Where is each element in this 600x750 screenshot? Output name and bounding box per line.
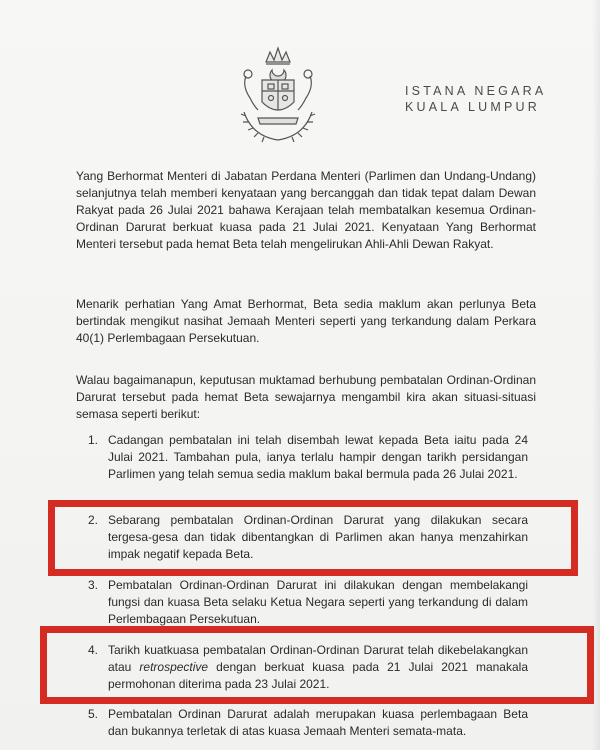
list-item-1 xyxy=(88,432,528,483)
royal-crest-icon xyxy=(232,40,324,148)
list-item-5 xyxy=(88,706,528,740)
list-number: 5. xyxy=(88,707,99,721)
letterhead-line-2: KUALA LUMPUR xyxy=(405,100,540,114)
list-number: 3. xyxy=(88,578,99,592)
list-number: 2. xyxy=(88,513,99,527)
paragraph-3: Walau bagaimanapun, keputusan muktamad berhubung pembatalan Ordinan-Ordinan Darurat tersebut pada hemat Beta sewajarnya mengambil kira akan situasi-situasi semasa seperti berikut: xyxy=(76,373,536,421)
list-text: Cadangan pembatalan ini telah disembah lewat kepada Beta iaitu pada 24 Julai 2021. Tambahan pula, ianya terlalu hampir dengan tarikh persidangan Parlimen yang telah semua sedia maklum bakal bermula pada 26 Julai 2021. xyxy=(108,433,528,481)
list-text: Pembatalan Ordinan Darurat adalah merupakan kuasa perlembagaan Beta dan bukannya terletak di atas kuasa Jemaah Menteri semata-mata. xyxy=(108,707,528,738)
paragraph-2: Menarik perhatian Yang Amat Berhormat, Beta sedia maklum akan perlunya Beta bertindak mengikut nasihat Jemaah Menteri seperti yang terkandung dalam Perkara 40(1) Perlembagaan Persekutuan. xyxy=(76,297,536,345)
letterhead xyxy=(405,83,546,115)
list-number: 4. xyxy=(88,643,99,657)
list-text: Sebarang pembatalan Ordinan-Ordinan Darurat yang dilakukan secara tergesa-gesa dan tidak dibentangkan di Parlimen akan hanya menzahirkan impak negatif kepada Beta. xyxy=(108,513,528,561)
highlight-box-item-4 xyxy=(40,626,594,704)
list-number: 1. xyxy=(88,433,99,447)
list-item-3 xyxy=(88,577,528,628)
list-text-italic: retrospective xyxy=(139,660,209,674)
highlight-box-item-2 xyxy=(48,500,578,576)
list-text-start: Tarikh kuatkuasa pembatalan Ordinan-Ordinan Darurat telah dikebelakangkan atau xyxy=(108,643,528,674)
letterhead-line-1: ISTANA NEGARA xyxy=(405,84,547,98)
page-edge-shadow xyxy=(592,0,600,750)
list-text: Pembatalan Ordinan-Ordinan Darurat ini dilakukan dengan membelakangi fungsi dan kuasa Beta selaku Ketua Negara seperti yang terkandung di dalam Perlembagaan Persekutuan. xyxy=(108,578,528,626)
paragraph-1: Yang Berhormat Menteri di Jabatan Perdana Menteri (Parlimen dan Undang-Undang) selanjutnya telah memberi kenyataan yang bercanggah dan tidak tepat dalam Dewan Rakyat pada 26 Julai 2021 bahawa Kerajaan telah membatalkan kesemua Ordinan-Ordinan Darurat berkuat kuasa pada 21 Julai 2021. Kenyataan Yang Berhormat Menteri tersebut pada hemat Beta telah mengelirukan Ahli-Ahli Dewan Rakyat. xyxy=(76,169,536,251)
list-text-end: dengan berkuat kuasa pada 21 Julai 2021 manakala permohonan diterima pada 23 Julai 2021. xyxy=(108,660,528,691)
